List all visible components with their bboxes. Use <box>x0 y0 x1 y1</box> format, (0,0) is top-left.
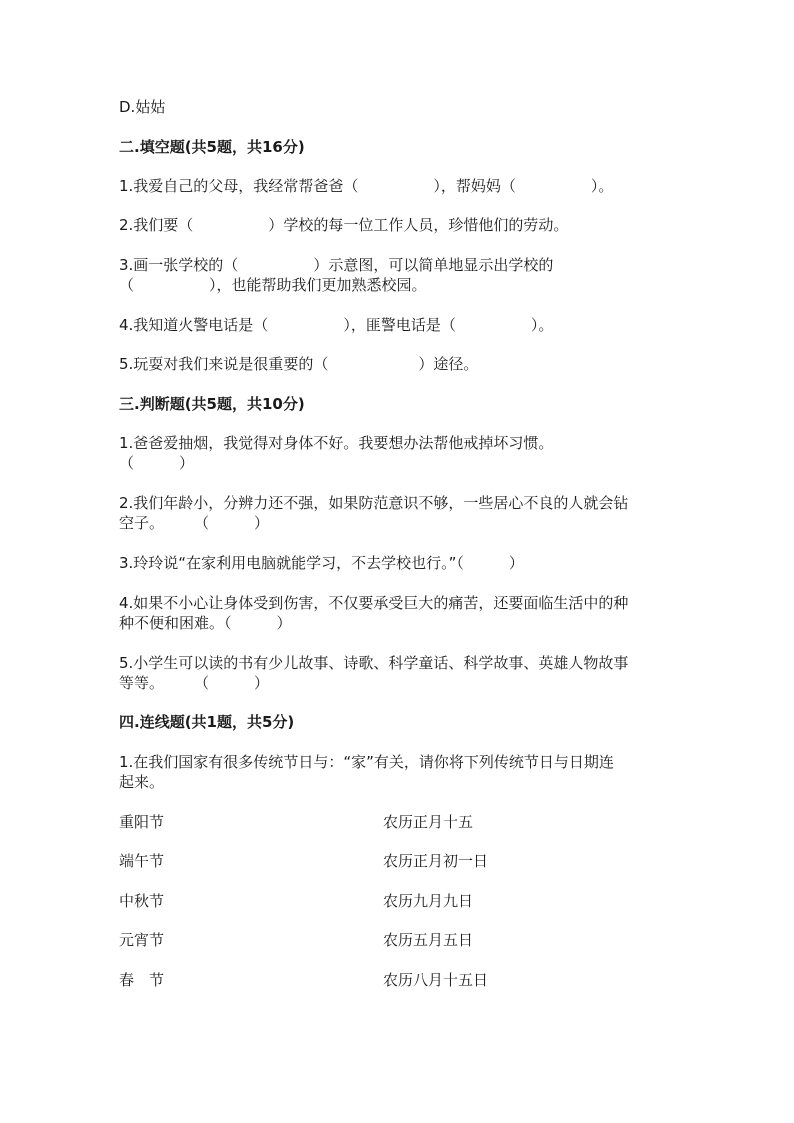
festival-item: 中秋节 <box>119 892 165 910</box>
matching-question-1-line-2: 起来。 <box>119 773 165 791</box>
true-false-question-5-line-1: 5.小学生可以读的书有少儿故事、诗歌、科学童话、科学故事、英雄人物故事 <box>119 654 629 672</box>
date-item: 农历五月五日 <box>383 931 474 949</box>
true-false-question-5-line-2: 等等。 （ ） <box>119 674 270 692</box>
fill-blank-question-1: 1.我爱自己的父母，我经常帮爸爸（ ），帮妈妈（ ）。 <box>119 177 614 195</box>
festival-item: 元宵节 <box>119 931 165 949</box>
festival-item: 重阳节 <box>119 813 165 831</box>
true-false-question-1-line-2: （ ） <box>119 454 195 472</box>
fill-blank-question-5: 5.玩耍对我们来说是很重要的（ ）途径。 <box>119 355 479 373</box>
fill-blank-question-4: 4.我知道火警电话是（ ），匪警电话是（ ）。 <box>119 316 554 334</box>
true-false-question-2-line-1: 2.我们年龄小，分辨力还不强，如果防范意识不够，一些居心不良的人就会钻 <box>119 494 629 512</box>
date-item: 农历八月十五日 <box>383 971 489 989</box>
true-false-question-1-line-1: 1.爸爸爱抽烟，我觉得对身体不好。我要想办法帮他戒掉坏习惯。 <box>119 434 554 452</box>
date-item: 农历正月十五 <box>383 813 474 831</box>
date-item: 农历九月九日 <box>383 892 474 910</box>
true-false-question-2-line-2: 空子。 （ ） <box>119 514 270 532</box>
matching-question-1-line-1: 1.在我们国家有很多传统节日与：“家”有关，请你将下列传统节日与日期连 <box>119 753 614 771</box>
true-false-question-4-line-1: 4.如果不小心让身体受到伤害，不仅要承受巨大的痛苦，还要面临生活中的种 <box>119 594 629 612</box>
fill-blank-question-3-line-1: 3.画一张学校的（ ）示意图，可以简单地显示出学校的 <box>119 256 554 274</box>
true-false-question-4-line-2: 种不便和困难。（ ） <box>119 614 292 632</box>
section-matching-title: 四.连线题(共1题，共5分) <box>119 713 295 731</box>
fill-blank-question-2: 2.我们要（ ）学校的每一位工作人员，珍惜他们的劳动。 <box>119 216 569 234</box>
option-d: D.姑姑 <box>119 98 166 116</box>
true-false-question-3: 3.玲玲说“在家利用电脑就能学习，不去学校也行。”（ ） <box>119 554 524 572</box>
section-fill-blank-title: 二.填空题(共5题，共16分) <box>119 138 305 156</box>
date-item: 农历正月初一日 <box>383 852 489 870</box>
section-true-false-title: 三.判断题(共5题，共10分) <box>119 395 305 413</box>
fill-blank-question-3-line-2: （ ），也能帮助我们更加熟悉校园。 <box>119 276 427 294</box>
festival-item: 端午节 <box>119 852 165 870</box>
festival-item: 春 节 <box>119 971 165 989</box>
